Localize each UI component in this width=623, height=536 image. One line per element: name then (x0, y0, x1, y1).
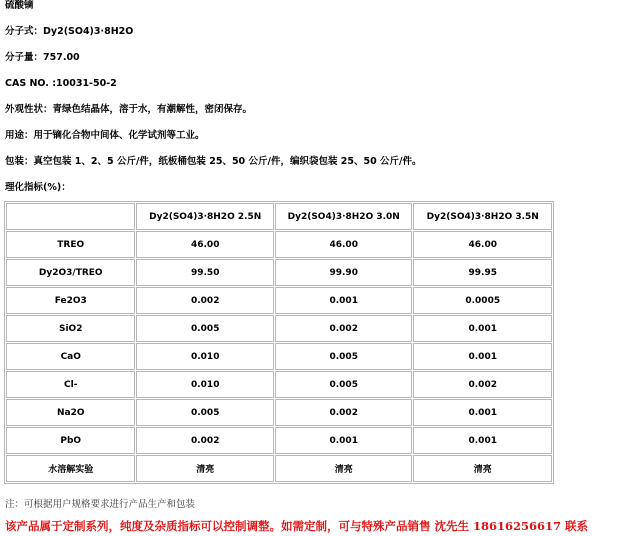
spec-title: 理化指标(%)： (5, 182, 71, 193)
row-label: SiO2 (6, 315, 135, 342)
table-cell: 0.002 (136, 427, 274, 454)
table-cell: 0.002 (413, 371, 552, 398)
table-cell: 46.00 (275, 231, 413, 258)
appearance: 外观性状：青绿色结晶体，溶于水，有潮解性，密闭保存。 (5, 104, 253, 115)
table-cell: 清亮 (136, 455, 274, 482)
row-label: Cl- (6, 371, 135, 398)
table-cell: 99.50 (136, 259, 274, 286)
cas-number: CAS NO. :10031-50-2 (5, 78, 117, 89)
table-cell: 46.00 (136, 231, 274, 258)
table-cell: 0.001 (275, 427, 413, 454)
molecular-formula: 分子式：Dy2(SO4)3·8H2O (5, 26, 134, 37)
table-row (6, 259, 552, 286)
table-cell: 0.005 (275, 371, 413, 398)
table-cell: 0.005 (136, 315, 274, 342)
table-row (6, 399, 552, 426)
table-cell: 0.010 (136, 343, 274, 370)
table-cell: 清亮 (275, 455, 413, 482)
table-row (6, 343, 552, 370)
table-row (6, 455, 552, 482)
table-row (6, 231, 552, 258)
table-header-cell: Dy2(SO4)3·8H2O 3.0N (275, 203, 413, 230)
table-cell: 46.00 (413, 231, 552, 258)
packaging: 包装：真空包装 1、2、5 公斤/件，纸板桶包装 25、50 公斤/件，编织袋包装 25、50 公斤/件。 (5, 156, 422, 167)
table-cell: 0.001 (413, 399, 552, 426)
molecular-weight: 分子量：757.00 (5, 52, 80, 63)
table-cell: 0.010 (136, 371, 274, 398)
table-header-cell (6, 203, 135, 230)
row-label: TREO (6, 231, 135, 258)
table-row (6, 287, 552, 314)
table-header-row (6, 203, 552, 230)
custom-order-notice: 该产品属于定制系列，纯度及杂质指标可以控制调整。如需定制，可与特殊产品销售 沈先生 18616256617 联系 (5, 519, 589, 533)
row-label: Fe2O3 (6, 287, 135, 314)
table-cell: 清亮 (413, 455, 552, 482)
table-cell: 0.001 (413, 315, 552, 342)
table-cell: 0.002 (136, 287, 274, 314)
table-row (6, 371, 552, 398)
spec-table (4, 201, 554, 484)
product-name: 硫酸镝 (5, 0, 34, 11)
row-label: CaO (6, 343, 135, 370)
table-row (6, 427, 552, 454)
table-cell: 0.002 (275, 399, 413, 426)
row-label: Na2O (6, 399, 135, 426)
table-cell: 0.005 (275, 343, 413, 370)
table-cell: 0.002 (275, 315, 413, 342)
table-header-cell: Dy2(SO4)3·8H2O 2.5N (136, 203, 274, 230)
table-row (6, 315, 552, 342)
table-cell: 0.001 (413, 427, 552, 454)
table-cell: 0.001 (413, 343, 552, 370)
table-cell: 0.001 (275, 287, 413, 314)
row-label: 水溶解实验 (6, 455, 135, 482)
table-cell: 0.0005 (413, 287, 552, 314)
row-label: Dy2O3/TREO (6, 259, 135, 286)
row-label: PbO (6, 427, 135, 454)
table-cell: 99.95 (413, 259, 552, 286)
table-header-cell: Dy2(SO4)3·8H2O 3.5N (413, 203, 552, 230)
table-cell: 99.90 (275, 259, 413, 286)
footnote: 注：可根据用户规格要求进行产品生产和包装 (5, 499, 196, 510)
table-cell: 0.005 (136, 399, 274, 426)
usage: 用途：用于镝化合物中间体、化学试剂等工业。 (5, 130, 205, 141)
